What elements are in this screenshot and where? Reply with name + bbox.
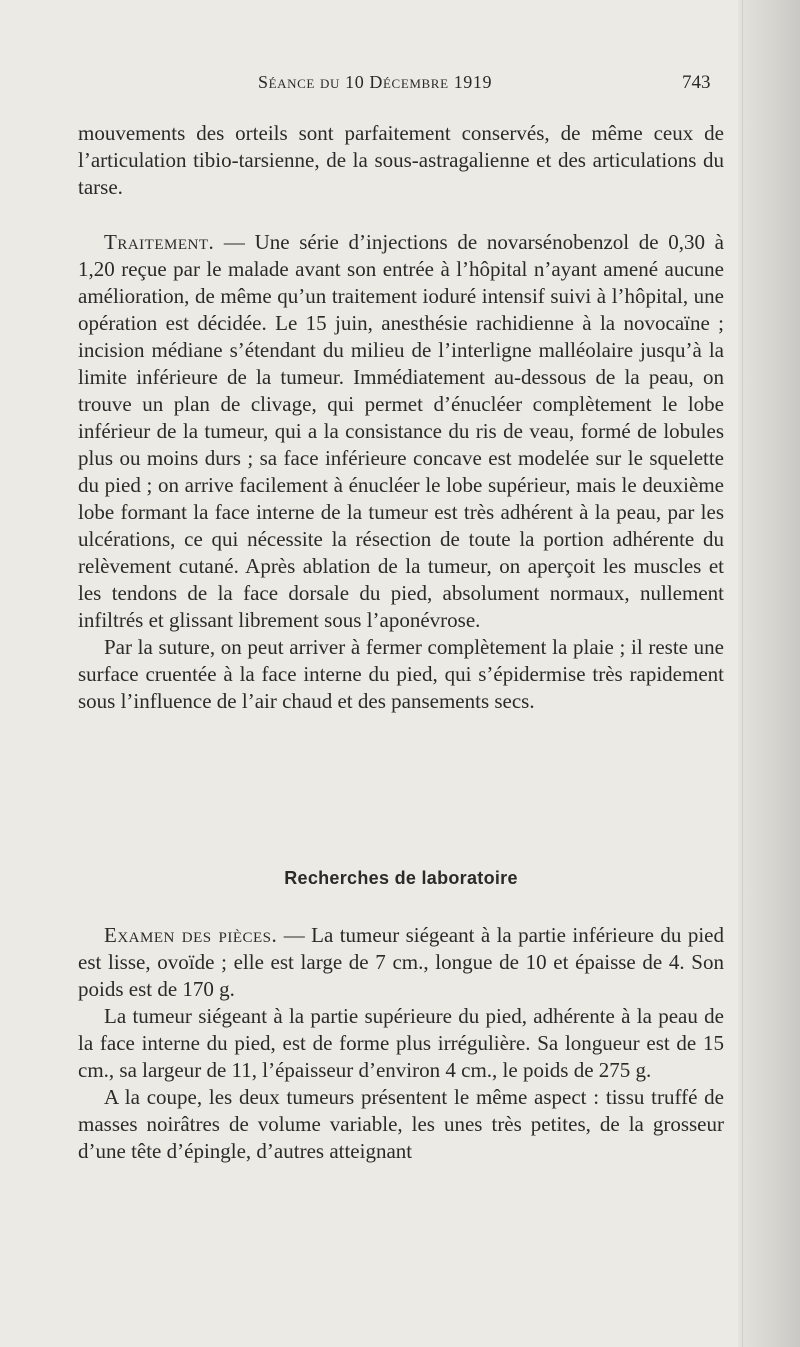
paragraph-suture: Par la suture, on peut arriver à fermer complètement la plaie ; il reste une surface cruentée à la face interne du pied, qui s’épidermise très rapidement sous l’influence de l’air chaud et des pansements secs. xyxy=(78,635,724,713)
paragraph-examen xyxy=(78,922,724,1003)
section-heading: Recherches de laboratoire xyxy=(284,868,518,888)
page-edge-shadow xyxy=(738,0,800,1347)
paragraph-label-traitement: Traitement. xyxy=(104,230,215,254)
body-text-upper xyxy=(78,120,724,715)
paragraph-text-examen: — La tumeur siégeant à la partie inférieure du pied est lisse, ovoïde ; elle est large de 7 cm., longue de 10 et épaisse de 4. Son poids est de 170 g. xyxy=(78,923,724,1001)
page-number: 743 xyxy=(682,72,711,93)
body-text-lower xyxy=(78,922,724,1165)
running-title: Séance du 10 Décembre 1919 xyxy=(258,72,493,92)
paragraph-text-traitement: — Une série d’injections de novarsénobenzol de 0,30 à 1,20 reçue par le malade avant son entrée à l’hôpital n’ayant amené aucune amélioration, de même qu’un traitement ioduré intensif suivi à l’hôpital, une opération est décidée. Le 15 juin, anesthésie rachidienne à la novocaïne ; incision médiane s’étendant du milieu de l’interligne malléolaire jusqu’à la limite inférieure de la tumeur. Immédiatement au-dessous de la peau, on trouve un plan de clivage, qui permet d’énucléer complètement le lobe inférieur de la tumeur, qui a la consistance du ris de veau, formé de lobules plus ou moins durs ; sa face inférieure concave est modelée sur le squelette du pied ; on arrive facilement à énucléer le lobe supérieur, mais le deuxième lobe formant la face interne de la tumeur est très adhérent à la peau, par les ulcérations, ce qui nécessite la résection de toute la portion adhérente du relèvement cutané. Après ablation de la tumeur, on aperçoit les muscles et les tendons de la face dorsale du pied, absolument normaux, nullement infiltrés et glissant librement sous l’aponévrose. xyxy=(78,230,724,632)
paragraph-label-examen: Examen des pièces. xyxy=(104,923,278,947)
paragraph-tumeur-superieure: La tumeur siégeant à la partie supérieure du pied, adhérente à la peau de la face interne du pied, est de forme plus irrégulière. Sa longueur est de 15 cm., sa largeur de 11, l’épaisseur d’environ 4 cm., le poids de 275 g. xyxy=(78,1004,724,1082)
paragraph-continuation: mouvements des orteils sont parfaitement conservés, de même ceux de l’articulation tibio-tarsienne, de la sous-astragalienne et des articulations du tarse. xyxy=(78,121,724,199)
paragraph-coupe: A la coupe, les deux tumeurs présentent le même aspect : tissu truffé de masses noirâtres de volume variable, les unes très petites, de la grosseur d’une tête d’épingle, d’autres atteignant xyxy=(78,1085,724,1163)
page-header xyxy=(0,72,740,102)
paragraph-traitement xyxy=(78,229,724,634)
